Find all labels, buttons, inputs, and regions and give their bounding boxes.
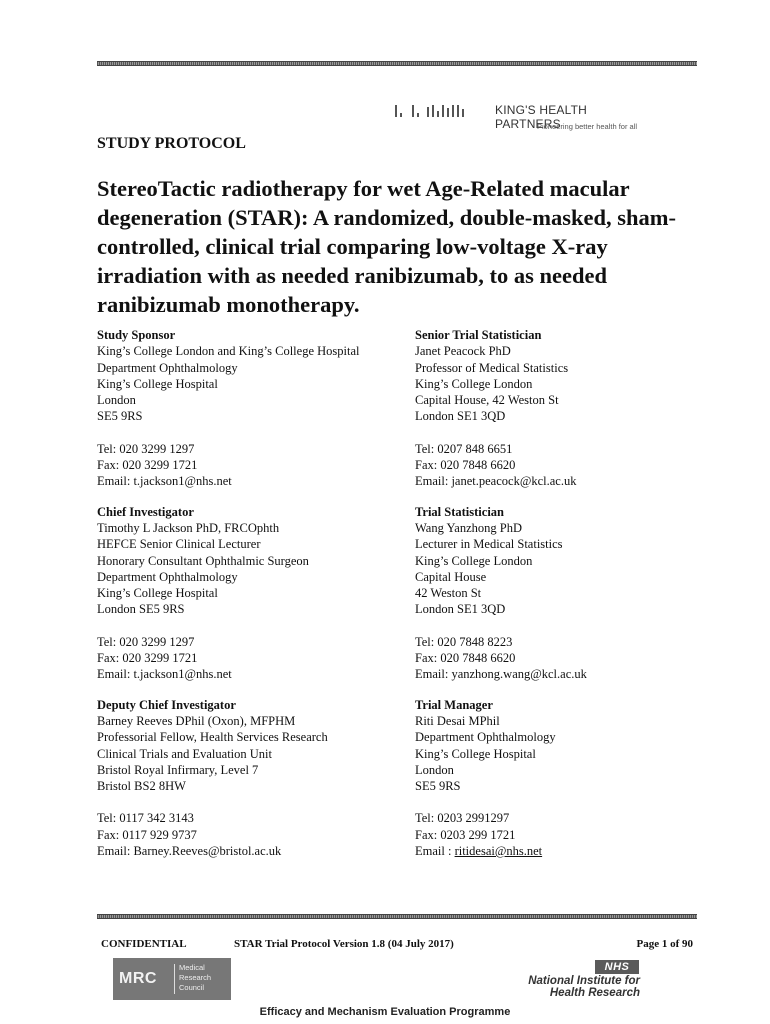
contact-line: London SE5 9RS (97, 602, 185, 617)
contact-trial-manager (415, 697, 697, 860)
study-protocol-label: STUDY PROTOCOL (97, 135, 246, 152)
contact-line: Janet Peacock PhD (415, 344, 511, 359)
mrc-line: Council (179, 983, 205, 992)
contact-line: Bristol BS2 8HW (97, 779, 186, 794)
contact-line: Professor of Medical Statistics (415, 360, 569, 375)
contact-trial-statistician (415, 504, 697, 683)
contact-fax: Fax: 020 7848 6620 (415, 651, 516, 666)
contact-line: King’s College Hospital (97, 586, 218, 601)
contact-line: Capital House (415, 569, 487, 584)
contact-line: Barney Reeves DPhil (Oxon), MFPHM (97, 713, 296, 728)
contact-tel: Tel: 0207 848 6651 (415, 441, 513, 456)
contact-line: King’s College London (415, 553, 533, 568)
contact-line: King’s College Hospital (415, 746, 536, 761)
email-label: Email : (415, 844, 455, 859)
contact-line: London (97, 393, 136, 408)
mrc-logo (113, 958, 231, 1000)
contact-email (97, 843, 415, 859)
contact-senior-trial-statistician (415, 327, 697, 490)
contact-line: King’s College London and King’s College Hospital (97, 344, 360, 359)
contact-fax: Fax: 020 7848 6620 (415, 458, 516, 473)
contact-line: Clinical Trials and Evaluation Unit (97, 746, 272, 761)
contact-line: London SE1 3QD (415, 602, 506, 617)
contact-email (415, 666, 697, 682)
contact-line: SE5 9RS (415, 779, 461, 794)
contact-line: 42 Weston St (415, 586, 482, 601)
mrc-line: Research (179, 973, 212, 982)
contact-line: King’s College London (415, 376, 533, 391)
email-label: Email: (97, 844, 134, 859)
top-divider (97, 61, 697, 66)
contact-fax: Fax: 020 3299 1721 (97, 458, 198, 473)
contact-line: SE5 9RS (97, 409, 143, 424)
nihr-logo-text (460, 975, 640, 999)
contact-line: Bristol Royal Infirmary, Level 7 (97, 762, 259, 777)
bottom-divider (97, 914, 697, 919)
email-label: Email: (97, 667, 134, 682)
contact-role: Chief Investigator (97, 504, 194, 519)
contact-role: Deputy Chief Investigator (97, 697, 236, 712)
contact-line: London SE1 3QD (415, 409, 506, 424)
logo-name: KING'S HEALTH PARTNERS (495, 103, 588, 131)
contact-line: Riti Desai MPhil (415, 713, 500, 728)
mrc-divider (174, 964, 175, 994)
page-number: Page 1 of 90 (636, 938, 693, 950)
contact-role: Trial Manager (415, 697, 493, 712)
programme-name: Efficacy and Mechanism Evaluation Programme (259, 1006, 511, 1018)
protocol-version: STAR Trial Protocol Version 1.8 (04 July 2017) (234, 938, 454, 950)
nhs-badge: NHS (595, 960, 639, 974)
contact-grid (97, 327, 697, 859)
contact-line: King’s College Hospital (97, 376, 218, 391)
footer-row (97, 938, 693, 954)
email-label: Email: (415, 474, 452, 489)
email-link[interactable]: t.jackson1@nhs.net (133, 667, 232, 682)
contact-line: Department Ophthalmology (97, 360, 238, 375)
email-link[interactable]: janet.peacock@kcl.ac.uk (451, 474, 577, 489)
contact-tel: Tel: 020 3299 1297 (97, 441, 195, 456)
contact-line: Capital House, 42 Weston St (415, 393, 559, 408)
contact-study-sponsor (97, 327, 415, 490)
contact-line: Department Ophthalmology (415, 730, 556, 745)
email-link[interactable]: t.jackson1@nhs.net (133, 474, 232, 489)
email-link[interactable]: Barney.Reeves@bristol.ac.uk (133, 844, 282, 859)
contact-deputy-chief-investigator (97, 697, 415, 860)
logo-tagline: Pioneering better health for all (537, 122, 638, 131)
email-label: Email: (415, 667, 452, 682)
contact-tel: Tel: 0117 342 3143 (97, 811, 194, 826)
contact-fax: Fax: 0117 929 9737 (97, 827, 197, 842)
kings-health-partners-logo (395, 101, 645, 135)
contact-line: Lecturer in Medical Statistics (415, 537, 563, 552)
contact-line: London (415, 762, 454, 777)
contact-tel: Tel: 020 3299 1297 (97, 634, 195, 649)
contact-role: Study Sponsor (97, 328, 176, 342)
contact-chief-investigator (97, 504, 415, 683)
contact-line: Honorary Consultant Ophthalmic Surgeon (97, 553, 309, 568)
contact-email (415, 473, 697, 489)
document-title: StereoTactic radiotherapy for wet Age-Related macular degeneration (STAR): A randomized, double-masked, sham-controlled, clinical trial comparing low-voltage X-ray irradiation with as needed ranibizumab, to as needed ranibizumab monotherapy. (97, 176, 676, 317)
mrc-abbr: MRC (119, 970, 157, 987)
contact-line: Department Ophthalmology (97, 569, 238, 584)
confidential-label: CONFIDENTIAL (101, 938, 187, 950)
contact-email (415, 843, 697, 859)
contact-email (97, 666, 415, 682)
nihr-line: Health Research (549, 987, 640, 999)
contact-line: HEFCE Senior Clinical Lecturer (97, 537, 261, 552)
mrc-line: Medical (179, 963, 205, 972)
email-link[interactable]: ritidesai@nhs.net (454, 844, 543, 859)
contact-line: Wang Yanzhong PhD (415, 520, 522, 535)
nihr-line: National Institute for (528, 975, 640, 987)
contact-role: Senior Trial Statistician (415, 328, 542, 342)
email-link[interactable]: yanzhong.wang@kcl.ac.uk (451, 667, 587, 682)
contact-line: Timothy L Jackson PhD, FRCOphth (97, 520, 280, 535)
contact-tel: Tel: 020 7848 8223 (415, 634, 513, 649)
contact-fax: Fax: 0203 299 1721 (415, 827, 516, 842)
mrc-name (179, 963, 211, 993)
contact-role: Trial Statistician (415, 504, 505, 519)
contact-fax: Fax: 020 3299 1721 (97, 651, 198, 666)
contact-line: Professorial Fellow, Health Services Research (97, 730, 328, 745)
email-label: Email: (97, 474, 134, 489)
barcode-graphic-icon (395, 105, 467, 117)
contact-tel: Tel: 0203 2991297 (415, 811, 510, 826)
contact-email (97, 473, 415, 489)
